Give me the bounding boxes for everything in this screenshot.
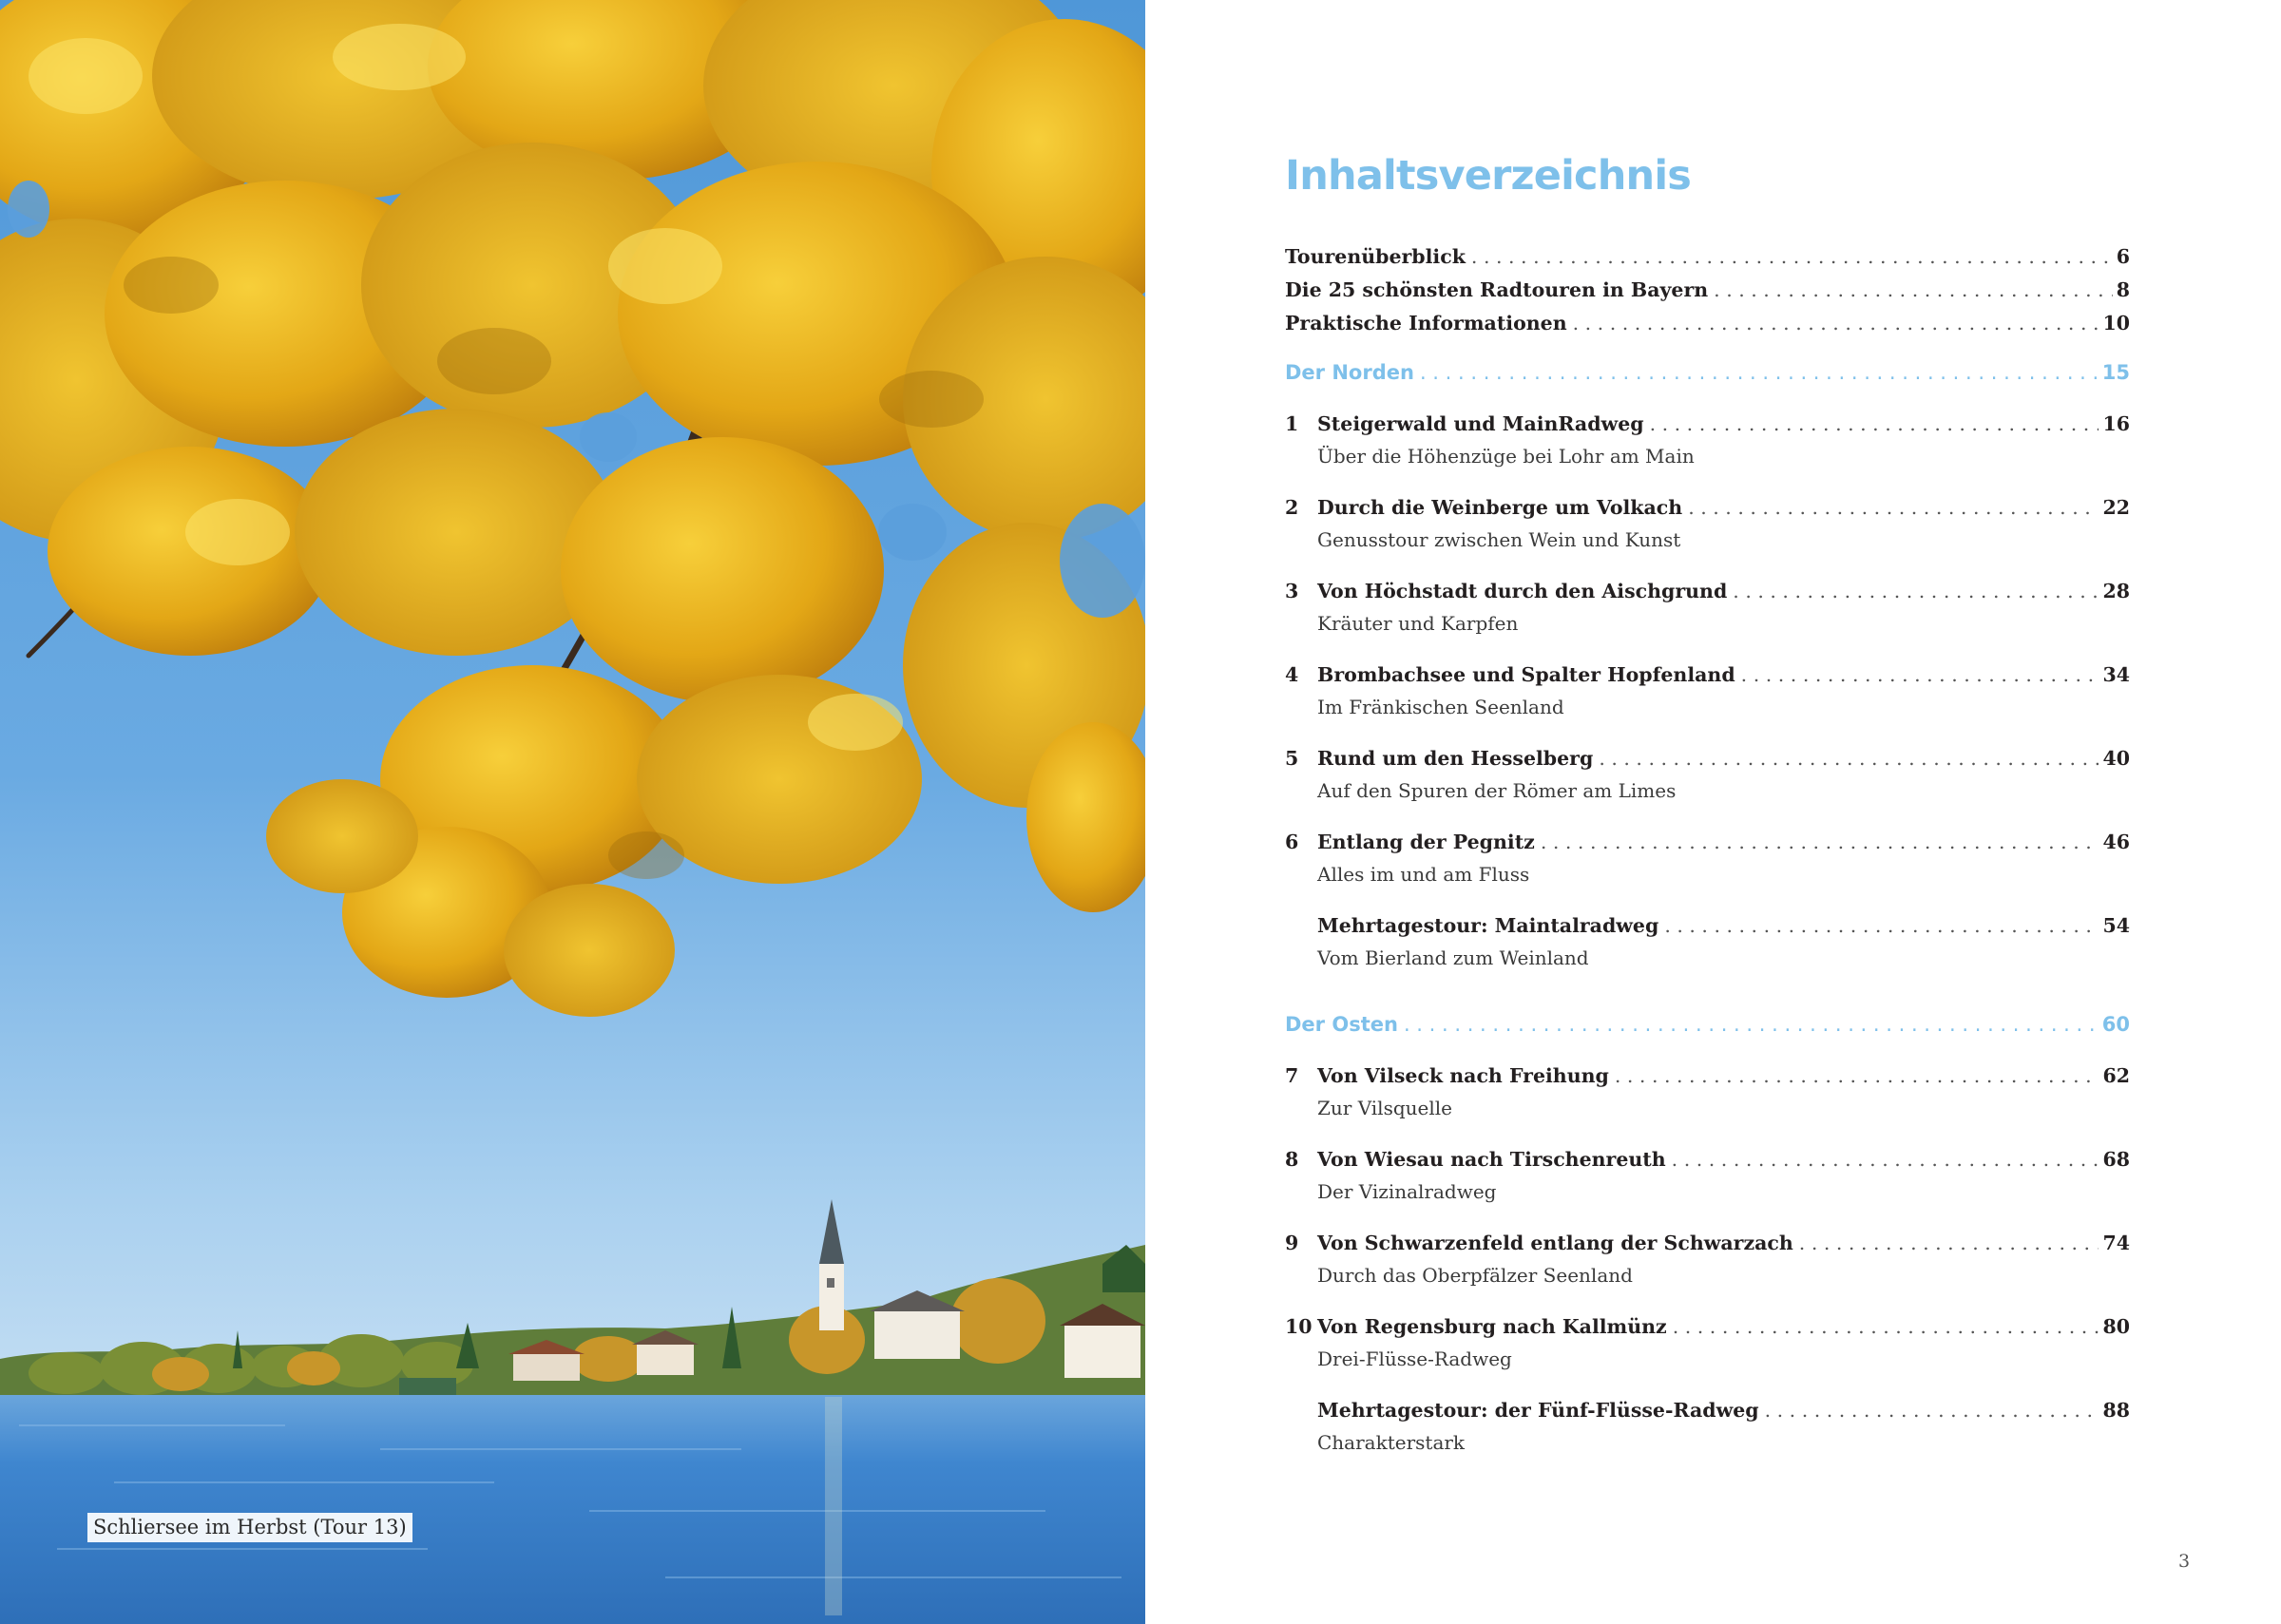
dot-leader bbox=[1664, 911, 2099, 940]
toc-tour-3[interactable] bbox=[1317, 577, 2130, 605]
dot-leader bbox=[1733, 577, 2099, 605]
section-title: Der Norden bbox=[1285, 361, 1414, 384]
tour-page: 54 bbox=[2102, 914, 2130, 937]
dot-leader bbox=[1573, 309, 2099, 337]
toc-tour-2[interactable] bbox=[1317, 493, 2130, 522]
toc-tour-fuenf-fluesse-radweg[interactable] bbox=[1317, 1396, 2130, 1424]
tour-page: 16 bbox=[2102, 412, 2130, 435]
section-page: 60 bbox=[2101, 1013, 2130, 1036]
tour-subtitle: Durch das Oberpfälzer Seenland bbox=[1317, 1264, 1633, 1287]
toc-tour-9[interactable] bbox=[1317, 1229, 2130, 1257]
tour-number: 3 bbox=[1285, 580, 1299, 602]
tour-number: 1 bbox=[1285, 412, 1299, 435]
photo-caption: Schliersee im Herbst (Tour 13) bbox=[87, 1513, 412, 1542]
toc-entry-praktische-informationen[interactable] bbox=[1285, 309, 2130, 337]
tour-subtitle: Genusstour zwischen Wein und Kunst bbox=[1317, 528, 1681, 551]
contents-list bbox=[1145, 0, 2281, 1624]
toc-entry-25-radtouren[interactable] bbox=[1285, 276, 2130, 304]
toc-tour-4[interactable] bbox=[1317, 660, 2130, 689]
dot-leader bbox=[1471, 242, 2113, 271]
tour-subtitle: Zur Vilsquelle bbox=[1317, 1097, 1452, 1119]
toc-tour-8[interactable] bbox=[1317, 1145, 2130, 1174]
toc-section-der-norden[interactable] bbox=[1285, 358, 2130, 387]
tour-subtitle: Kräuter und Karpfen bbox=[1317, 612, 1519, 635]
tour-number: 10 bbox=[1285, 1315, 1313, 1338]
tour-page: 22 bbox=[2102, 496, 2130, 519]
dot-leader bbox=[1615, 1061, 2099, 1090]
tour-number: 9 bbox=[1285, 1232, 1299, 1254]
tour-title: Von Schwarzenfeld entlang der Schwarzach bbox=[1317, 1232, 1793, 1254]
dot-leader bbox=[1404, 1010, 2099, 1039]
dot-leader bbox=[1799, 1229, 2099, 1257]
dot-leader bbox=[1673, 1312, 2099, 1341]
entry-title: Tourenüberblick bbox=[1285, 245, 1466, 268]
dot-leader bbox=[1420, 358, 2099, 387]
tour-title: Mehrtagestour: Maintalradweg bbox=[1317, 914, 1659, 937]
tour-title: Entlang der Pegnitz bbox=[1317, 831, 1535, 853]
toc-tour-7[interactable] bbox=[1317, 1061, 2130, 1090]
section-page: 15 bbox=[2101, 361, 2130, 384]
tour-title: Steigerwald und MainRadweg bbox=[1317, 412, 1644, 435]
entry-page: 8 bbox=[2116, 278, 2130, 301]
toc-tour-6[interactable] bbox=[1317, 828, 2130, 856]
tour-number: 7 bbox=[1285, 1064, 1299, 1087]
tour-page: 46 bbox=[2102, 831, 2130, 853]
dot-leader bbox=[1599, 744, 2099, 773]
tour-title: Durch die Weinberge um Volkach bbox=[1317, 496, 1683, 519]
dot-leader bbox=[1714, 276, 2113, 304]
toc-tour-5[interactable] bbox=[1317, 744, 2130, 773]
tour-subtitle: Vom Bierland zum Weinland bbox=[1317, 946, 1589, 969]
tour-subtitle: Charakterstark bbox=[1317, 1431, 1466, 1454]
toc-entry-tourenueberblick[interactable] bbox=[1285, 242, 2130, 271]
dot-leader bbox=[1688, 493, 2099, 522]
tour-subtitle: Drei-Flüsse-Radweg bbox=[1317, 1347, 1512, 1370]
tour-page: 74 bbox=[2102, 1232, 2130, 1254]
entry-page: 10 bbox=[2102, 312, 2130, 334]
toc-tour-1[interactable] bbox=[1317, 410, 2130, 438]
tour-title: Rund um den Hesselberg bbox=[1317, 747, 1594, 770]
toc-section-der-osten[interactable] bbox=[1285, 1010, 2130, 1039]
tour-title: Mehrtagestour: der Fünf-Flüsse-Radweg bbox=[1317, 1399, 1759, 1422]
dot-leader bbox=[1741, 660, 2099, 689]
tour-subtitle: Der Vizinalradweg bbox=[1317, 1180, 1497, 1203]
toc-tour-10[interactable] bbox=[1317, 1312, 2130, 1341]
tour-page: 62 bbox=[2102, 1064, 2130, 1087]
tour-subtitle: Über die Höhenzüge bei Lohr am Main bbox=[1317, 445, 1695, 468]
entry-page: 6 bbox=[2116, 245, 2130, 268]
dot-leader bbox=[1765, 1396, 2099, 1424]
tour-title: Brombachsee und Spalter Hopfenland bbox=[1317, 663, 1735, 686]
tour-title: Von Regensburg nach Kallmünz bbox=[1317, 1315, 1667, 1338]
section-title: Der Osten bbox=[1285, 1013, 1398, 1036]
tour-title: Von Vilseck nach Freihung bbox=[1317, 1064, 1609, 1087]
tour-title: Von Wiesau nach Tirschenreuth bbox=[1317, 1148, 1666, 1171]
entry-title: Die 25 schönsten Radtouren in Bayern bbox=[1285, 278, 1709, 301]
tour-page: 68 bbox=[2102, 1148, 2130, 1171]
tour-subtitle: Im Fränkischen Seenland bbox=[1317, 696, 1564, 718]
tour-number: 8 bbox=[1285, 1148, 1299, 1171]
tour-number: 2 bbox=[1285, 496, 1299, 519]
tour-page: 28 bbox=[2102, 580, 2130, 602]
tour-page: 34 bbox=[2102, 663, 2130, 686]
dot-leader bbox=[1672, 1145, 2099, 1174]
page-number: 3 bbox=[2178, 1551, 2191, 1572]
tour-subtitle: Alles im und am Fluss bbox=[1317, 863, 1530, 886]
entry-title: Praktische Informationen bbox=[1285, 312, 1567, 334]
tour-number: 4 bbox=[1285, 663, 1299, 686]
tour-number: 5 bbox=[1285, 747, 1299, 770]
dot-leader bbox=[1650, 410, 2099, 438]
toc-tour-maintalradweg[interactable] bbox=[1317, 911, 2130, 940]
tour-title: Von Höchstadt durch den Aischgrund bbox=[1317, 580, 1728, 602]
tour-subtitle: Auf den Spuren der Römer am Limes bbox=[1317, 779, 1677, 802]
tour-number: 6 bbox=[1285, 831, 1299, 853]
contents-page bbox=[1145, 0, 2281, 1624]
tour-page: 80 bbox=[2102, 1315, 2130, 1338]
dot-leader bbox=[1541, 828, 2099, 856]
tour-page: 40 bbox=[2102, 747, 2130, 770]
tour-page: 88 bbox=[2102, 1399, 2130, 1422]
contents-title: Inhaltsverzeichnis bbox=[1285, 152, 1692, 200]
